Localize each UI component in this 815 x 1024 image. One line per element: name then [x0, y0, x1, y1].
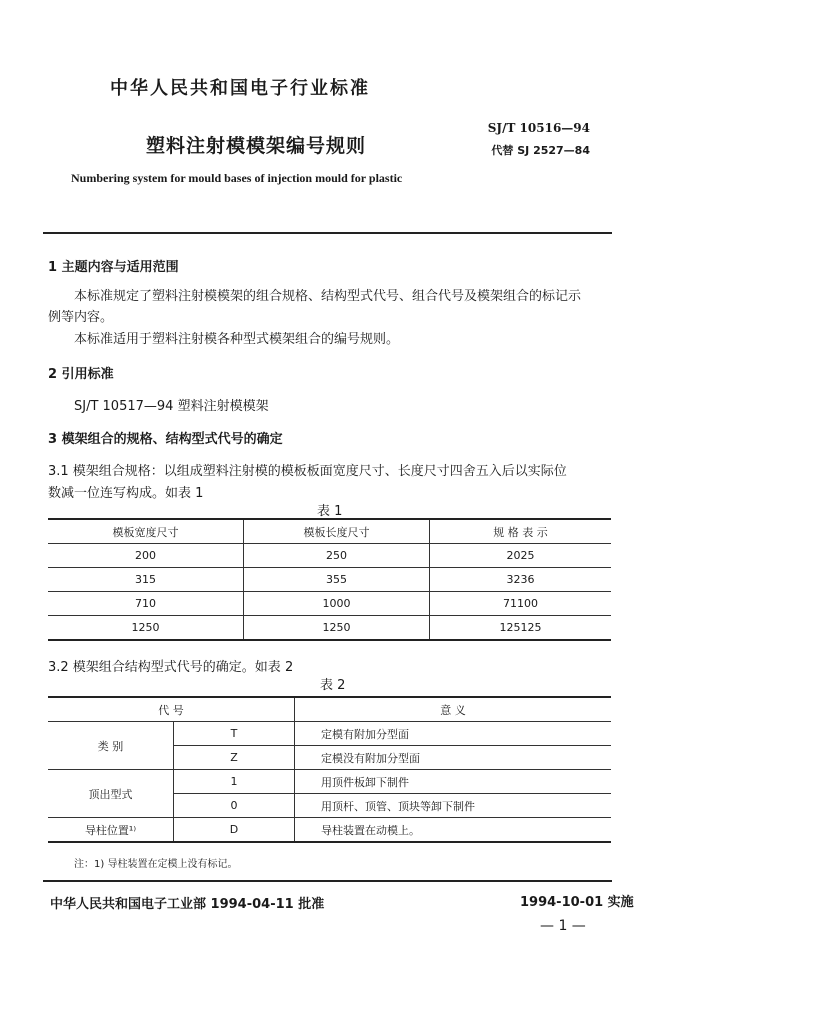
approval-statement: 中华人民共和国电子工业部 1994-04-11 批准 — [50, 897, 325, 912]
meaning-cell: 用顶杆、顶管、顶块等卸下制件 — [295, 794, 612, 818]
table-row — [48, 592, 611, 616]
table-header-length: 模板长度尺寸 — [244, 519, 430, 544]
section-1-paragraph-2: 本标准适用于塑料注射模各种型式模架组合的编号规则。 — [74, 332, 400, 347]
english-title: Numbering system for mould bases of injection mould for plastic — [71, 171, 403, 185]
table-cell: 1250 — [48, 616, 244, 641]
table-row — [48, 818, 611, 843]
table-cell: 355 — [244, 568, 430, 592]
clause-3-1: 3.1 模架组合规格：以组成塑料注射模的模板板面宽度尺寸、长度尺寸四舍五入后以实际位 — [48, 464, 567, 479]
meaning-cell: 导柱装置在动模上。 — [295, 818, 612, 843]
table-header-meaning: 意 义 — [295, 697, 612, 722]
page-number: — 1 — — [540, 918, 586, 934]
clause-3-1-cont: 数减一位连写构成。如表 1 — [48, 486, 204, 501]
group-label-ejection: 顶出型式 — [48, 770, 174, 818]
section-1-paragraph-1-cont: 例等内容。 — [48, 310, 114, 325]
table-header-code: 代 号 — [48, 697, 295, 722]
table-row — [48, 697, 611, 722]
section-1-heading: 1 主题内容与适用范围 — [48, 260, 179, 275]
document-title: 塑料注射模模架编号规则 — [146, 135, 367, 157]
code-cell: 0 — [174, 794, 295, 818]
table-cell: 1250 — [244, 616, 430, 641]
meaning-cell: 用顶件板卸下制件 — [295, 770, 612, 794]
header-divider — [43, 232, 612, 234]
table-cell: 315 — [48, 568, 244, 592]
referenced-standard: SJ/T 10517—94 塑料注射模模架 — [74, 399, 269, 414]
table-row — [48, 770, 611, 794]
section-2-heading: 2 引用标准 — [48, 367, 114, 382]
section-1-paragraph-1: 本标准规定了塑料注射模模架的组合规格、结构型式代号、组合代号及模架组合的标记示 — [74, 289, 582, 304]
table-cell: 200 — [48, 544, 244, 568]
table-row — [48, 544, 611, 568]
table-cell: 250 — [244, 544, 430, 568]
table-row — [48, 616, 611, 641]
meaning-cell: 定模有附加分型面 — [295, 722, 612, 746]
code-cell: D — [174, 818, 295, 843]
table-cell: 1000 — [244, 592, 430, 616]
section-3-heading: 3 模架组合的规格、结构型式代号的确定 — [48, 432, 283, 447]
footer-divider — [43, 880, 612, 882]
table-2-caption: 表 2 — [320, 678, 346, 693]
table-1 — [48, 518, 611, 641]
table-header-width: 模板宽度尺寸 — [48, 519, 244, 544]
table-row — [48, 722, 611, 746]
table-1-caption: 表 1 — [317, 504, 343, 519]
table-row — [48, 568, 611, 592]
table-header-spec: 规 格 表 示 — [430, 519, 612, 544]
code-cell: Z — [174, 746, 295, 770]
group-label-guide-pillar: 导柱位置¹⁾ — [48, 818, 174, 843]
meaning-cell: 定模没有附加分型面 — [295, 746, 612, 770]
issuer-heading: 中华人民共和国电子行业标准 — [110, 78, 370, 99]
table-cell: 2025 — [430, 544, 612, 568]
table-cell: 125125 — [430, 616, 612, 641]
table-cell: 3236 — [430, 568, 612, 592]
replaces-standard: 代替 SJ 2527—84 — [491, 144, 590, 157]
table-cell: 710 — [48, 592, 244, 616]
group-label-category: 类 别 — [48, 722, 174, 770]
code-cell: T — [174, 722, 295, 746]
clause-3-2: 3.2 模架组合结构型式代号的确定。如表 2 — [48, 660, 294, 675]
table-cell: 71100 — [430, 592, 612, 616]
standard-number: SJ/T 10516—94 — [487, 121, 590, 135]
table-2 — [48, 696, 611, 843]
table-2-footnote: 注：1) 导柱装置在定模上没有标记。 — [74, 859, 238, 870]
code-cell: 1 — [174, 770, 295, 794]
effective-date: 1994-10-01 实施 — [520, 895, 634, 910]
table-row — [48, 519, 611, 544]
